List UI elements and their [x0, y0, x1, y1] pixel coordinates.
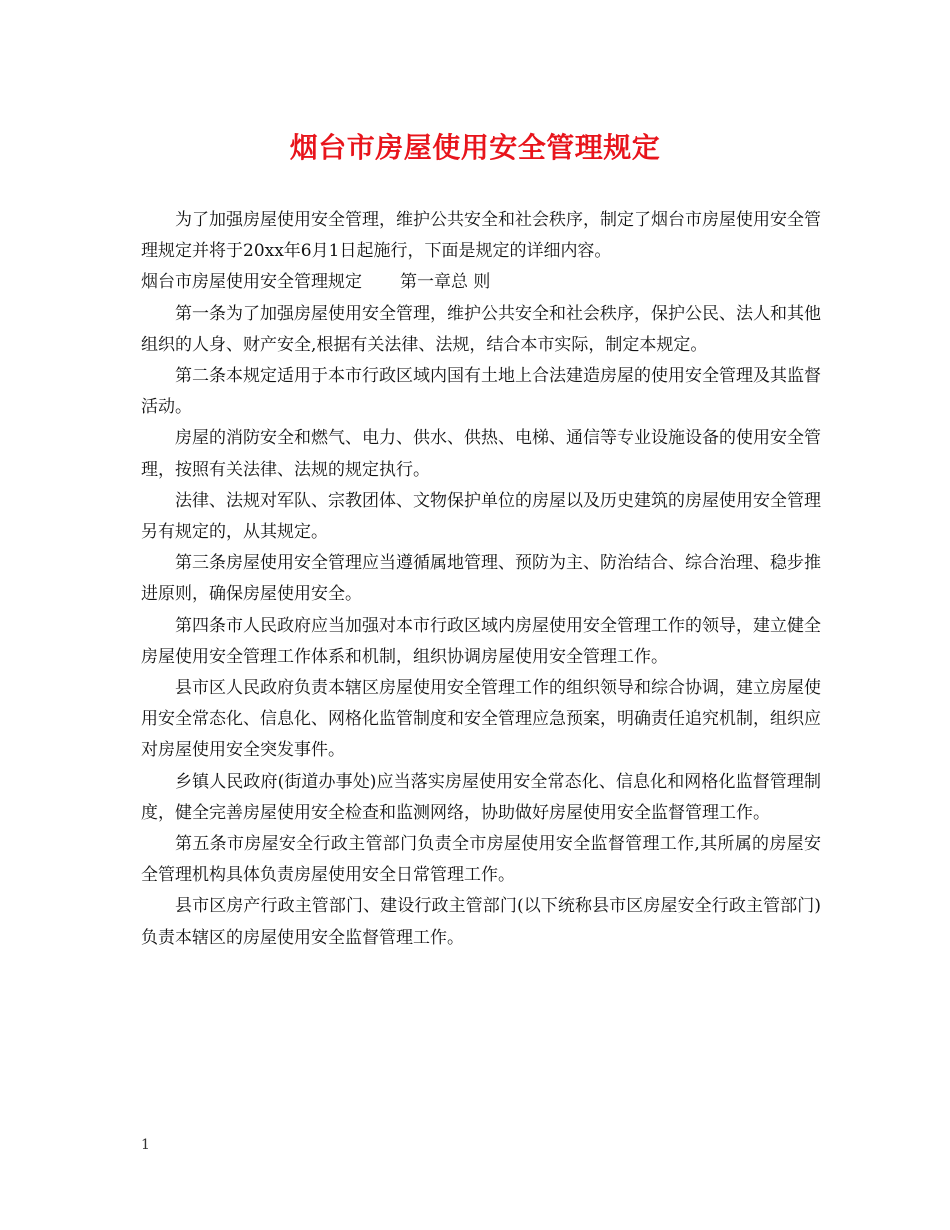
- chapter-title: 第一章总 则: [400, 272, 491, 293]
- chapter-heading-line: [141, 267, 821, 298]
- document-body: [141, 205, 821, 954]
- article-4-township-paragraph: 乡镇人民政府(街道办事处)应当落实房屋使用安全常态化、信息化和网格化监督管理制度，健全完善房屋使用安全检查和监测网络，协助做好房屋使用安全监督管理工作。: [141, 771, 821, 823]
- article-2-utilities-paragraph: 房屋的消防安全和燃气、电力、供水、供热、电梯、通信等专业设施设备的使用安全管理，按照有关法律、法规的规定执行。: [141, 428, 821, 480]
- article-5-paragraph: 第五条市房屋安全行政主管部门负责全市房屋使用安全监督管理工作,其所属的房屋安全管理机构具体负责房屋使用安全日常管理工作。: [141, 834, 821, 886]
- article-2-paragraph: 第二条本规定适用于本市行政区域内国有土地上合法建造房屋的使用安全管理及其监督活动。: [141, 366, 821, 418]
- heading-document-name: 烟台市房屋使用安全管理规定: [141, 272, 362, 293]
- article-3-paragraph: 第三条房屋使用安全管理应当遵循属地管理、预防为主、防治结合、综合治理、稳步推进原则，确保房屋使用安全。: [141, 553, 821, 605]
- page-number: 1: [141, 1137, 150, 1153]
- article-4-county-paragraph: 县市区人民政府负责本辖区房屋使用安全管理工作的组织领导和综合协调，建立房屋使用安全常态化、信息化、网格化监管制度和安全管理应急预案，明确责任追究机制，组织应对房屋使用安全突发事件。: [141, 678, 821, 761]
- document-title: 烟台市房屋使用安全管理规定: [289, 131, 661, 164]
- article-5-county-paragraph: 县市区房产行政主管部门、建设行政主管部门(以下统称县市区房屋安全行政主管部门)负责本辖区的房屋使用安全监督管理工作。: [141, 896, 821, 948]
- intro-paragraph: 为了加强房屋使用安全管理，维护公共安全和社会秩序，制定了烟台市房屋使用安全管理规定并将于20xx年6月1日起施行，下面是规定的详细内容。: [141, 210, 821, 262]
- article-2-exceptions-paragraph: 法律、法规对军队、宗教团体、文物保护单位的房屋以及历史建筑的房屋使用安全管理另有规定的，从其规定。: [141, 490, 821, 543]
- article-1-paragraph: 第一条为了加强房屋使用安全管理，维护公共安全和社会秩序，保护公民、法人和其他组织的人身、财产安全,根据有关法律、法规，结合本市实际，制定本规定。: [141, 303, 821, 355]
- article-4-paragraph: 第四条市人民政府应当加强对本市行政区域内房屋使用安全管理工作的领导，建立健全房屋使用安全管理工作体系和机制，组织协调房屋使用安全管理工作。: [141, 615, 821, 667]
